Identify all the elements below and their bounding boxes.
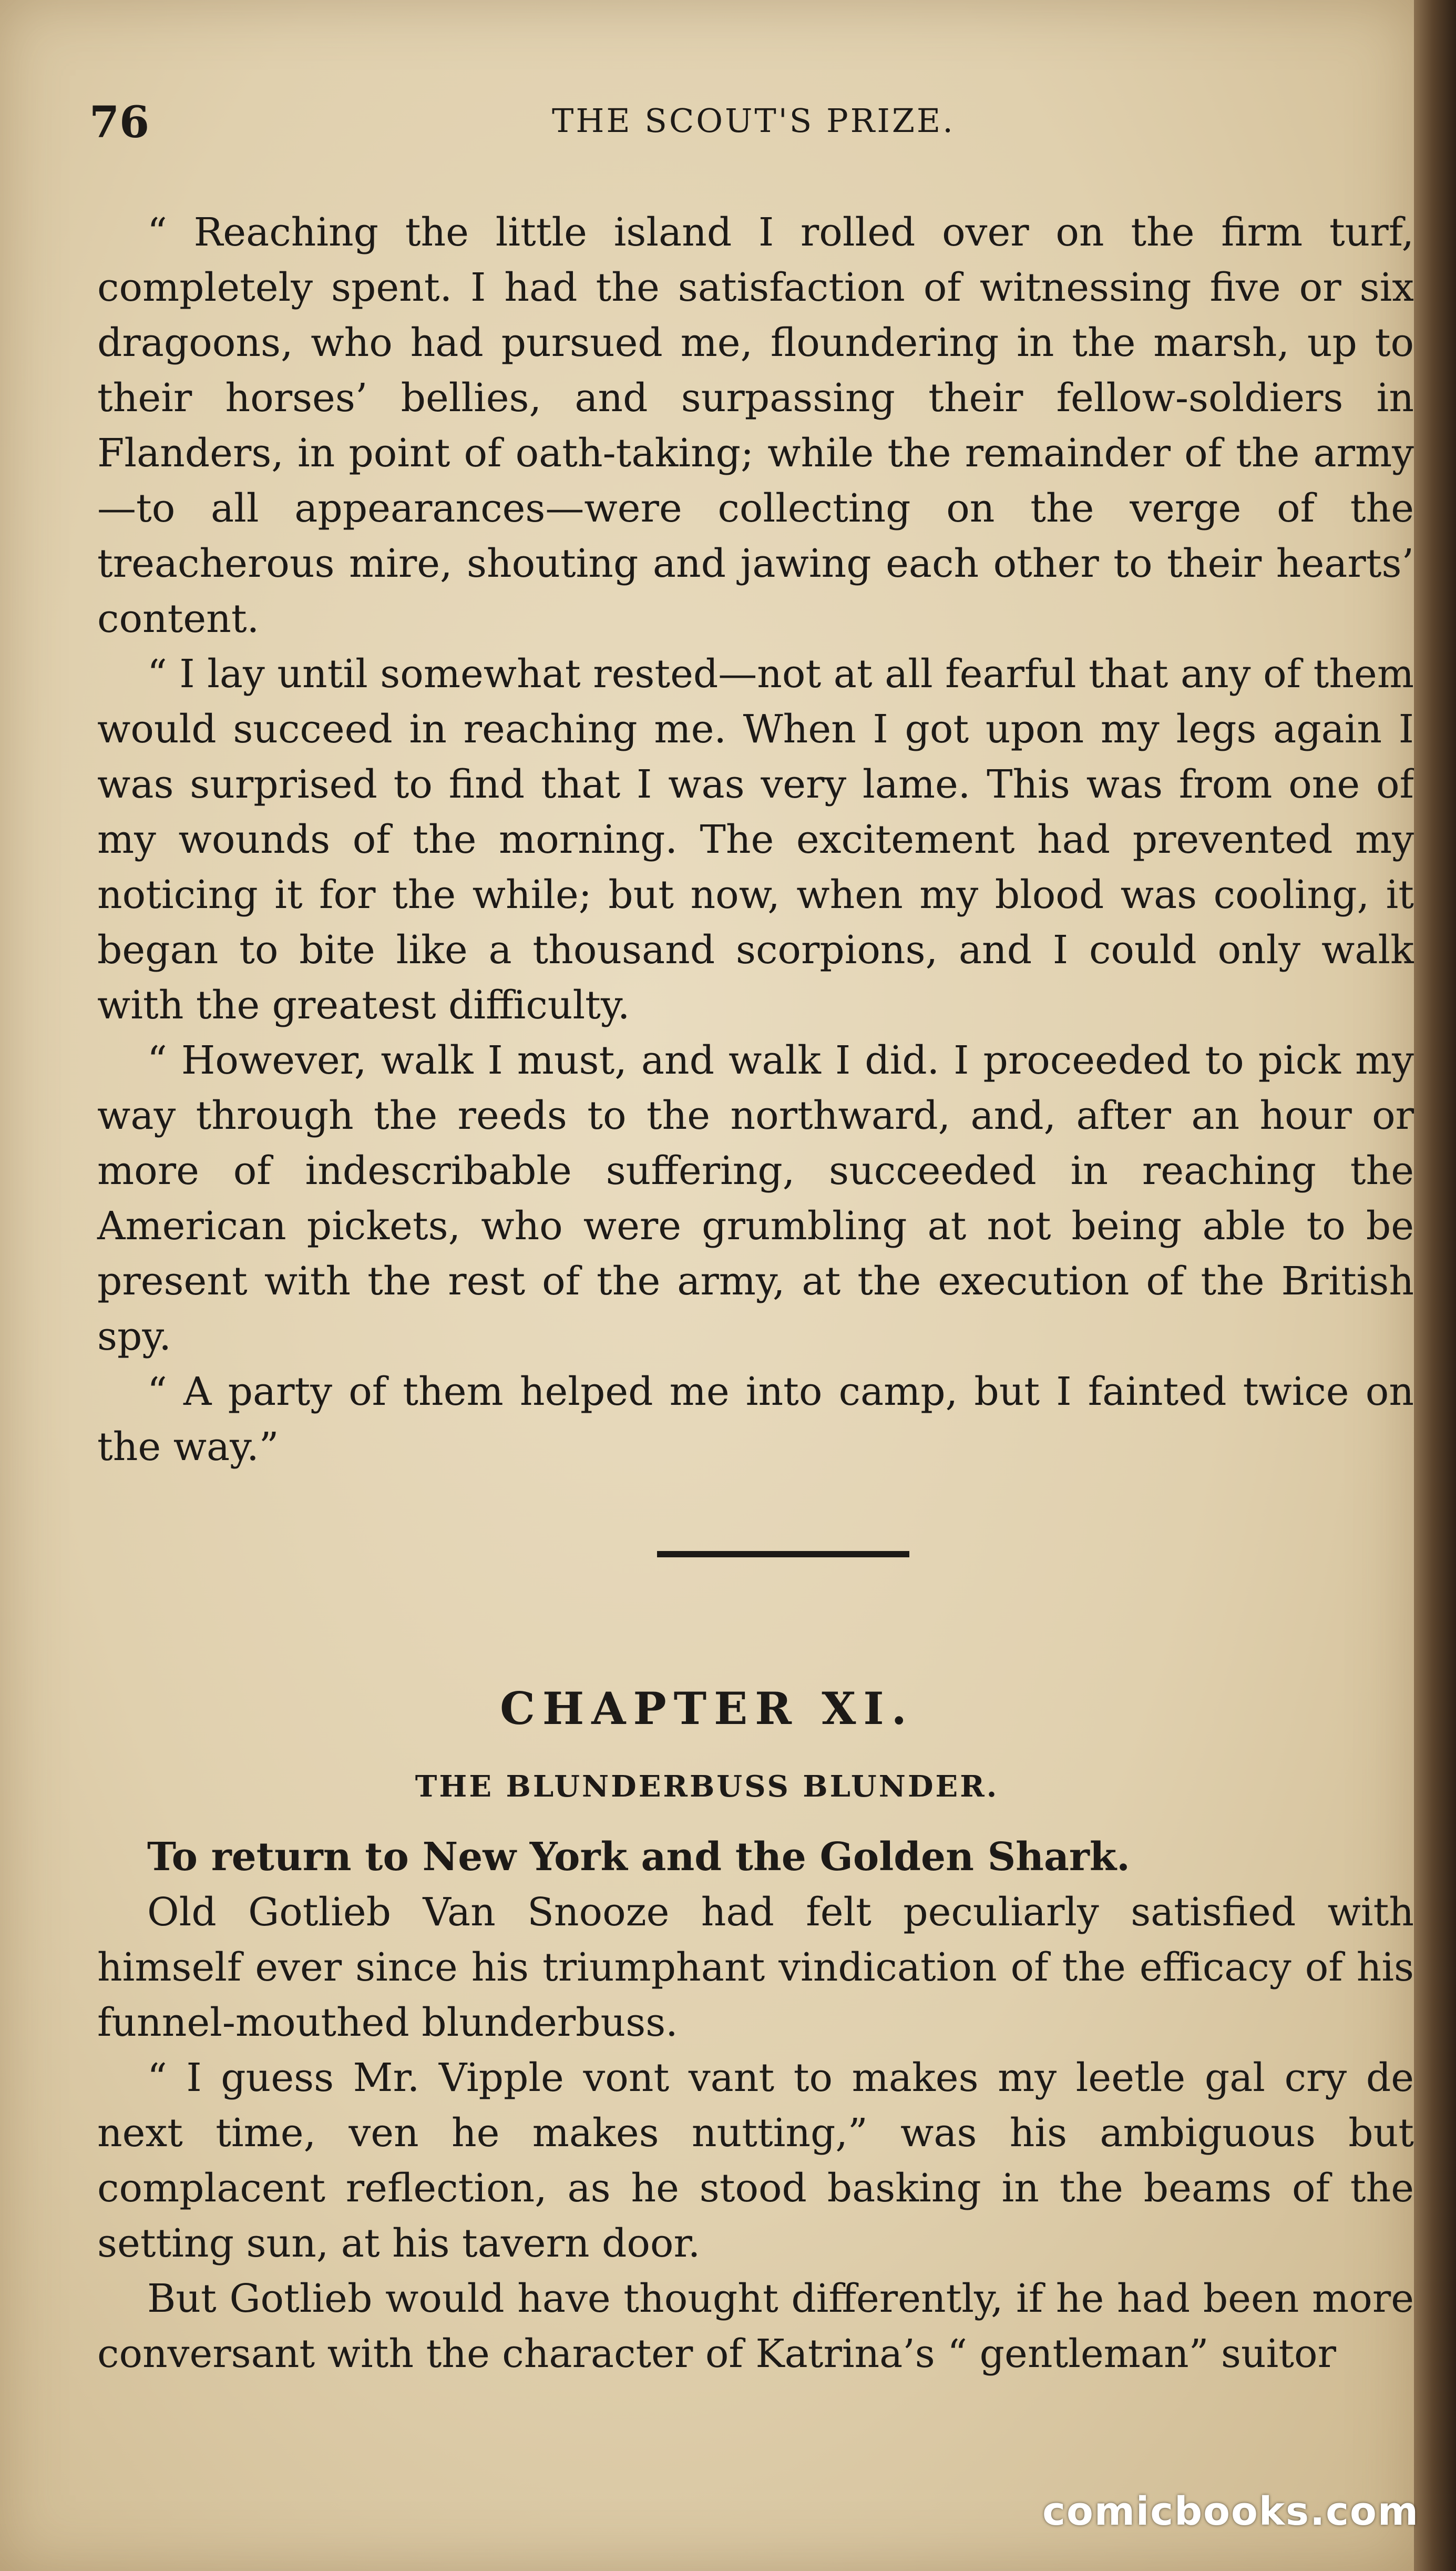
book-spine-edge [1414, 0, 1456, 2571]
paragraph: “ I lay until somewhat rested—not at all fearful that any of them would succeed in reaching me. When I got upon my legs again I was surprised to find that I was very lame. This was from one of my wounds of the morning. The excitement had prevented my noticing it for the while; but now, when my blood was cooling, it began to bite like a thousand scorpions, and I could only walk with the greatest difficulty. [97, 651, 1414, 1028]
section-divider [0, 1551, 1414, 1562]
paragraph: “ Reaching the little island I rolled over on the firm turf, completely spent. I had the satisfaction of witnessing five or six dragoons, who had pursued me, floundering in the marsh, up to their horses’ bellies, and surpassing their fellow-soldiers in Flanders, in point of oath-taking; while the remainder of the army—to all appearances—were collecting on the verge of the treacherous mire, shouting and jawing each other to their hearts’ content. [97, 210, 1414, 641]
paragraph: “ A party of them helped me into camp, but I fainted twice on the way.” [97, 1369, 1414, 1470]
paragraph: “ I guess Mr. Vipple vont vant to makes my leetle gal cry de next time, ven he makes nutting,” was his ambiguous but complacent reflection, as he stood basking in the beams of the setting sun, at his tavern door. [97, 2055, 1414, 2266]
body-text [97, 205, 1414, 1475]
chapter-heading: CHAPTER XI. [500, 1682, 914, 1735]
chapter-opening-line: To return to New York and the Golden Shark. [147, 1834, 1130, 1880]
paragraph: Old Gotlieb Van Snooze had felt peculiarly satisfied with himself ever since his triumphant vindication of the efficacy of his funnel-mouthed blunderbuss. [97, 1890, 1414, 2045]
chapter-subtitle: THE BLUNDERBUSS BLUNDER. [415, 1769, 999, 1804]
chapter-text [97, 1830, 1414, 2382]
divider-rule [657, 1551, 909, 1557]
page-number: 76 [89, 97, 150, 148]
running-header [89, 97, 1414, 148]
watermark: comicbooks.com [1042, 2489, 1419, 2534]
paragraph: But Gotlieb would have thought differently, if he had been more conversant with the character of Katrina’s “ gentleman” suitor [97, 2276, 1414, 2376]
book-title: THE SCOUT'S PRIZE. [552, 101, 955, 140]
paragraph: “ However, walk I must, and walk I did. I proceeded to pick my way through the reeds to the northward, and, after an hour or more of indescribable suffering, succeeded in reaching the American pickets, who were grumbling at not being able to be present with the rest of the army, at the execution of the British spy. [97, 1038, 1414, 1359]
